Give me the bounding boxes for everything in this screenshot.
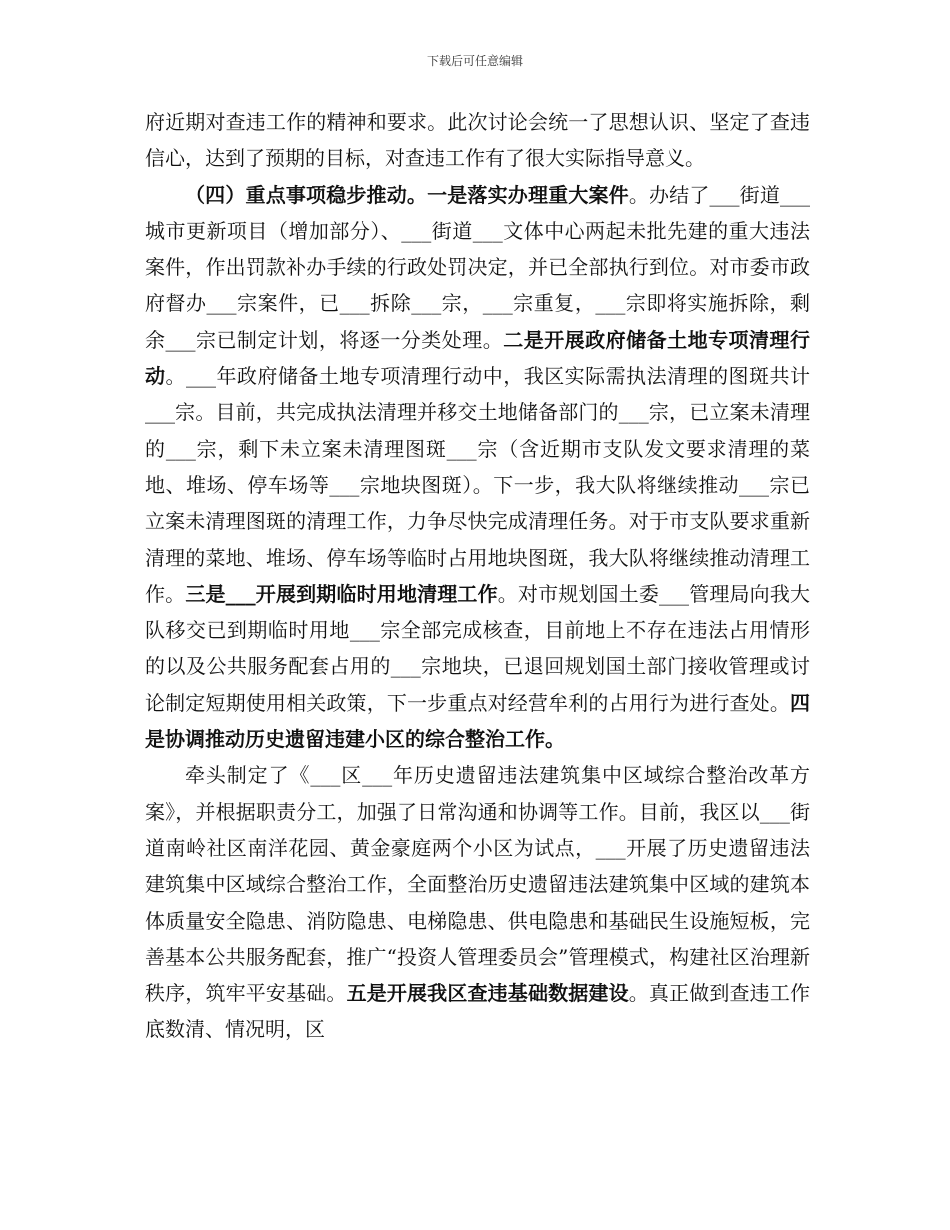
item-body-1: 。办结了___街道___城市更新项目（增加部分）、___街道___文体中心两起未批先建的重大违法案件，作出罚款补办手续的行政处罚决定，并已全部执行到位。对市委市政府督办___宗案件，已___拆除___宗，___宗重复，___宗即将实施拆除，剩余___宗已制定计划，将逐一分类处理。 (145, 182, 811, 352)
item-heading-3: 三是___开展到期临时用地清理工作 (185, 581, 498, 606)
paragraph-1-text: 府近期对查违工作的精神和要求。此次讨论会统一了思想认识、坚定了查违信心，达到了预期的目标，对查违工作有了很大实际指导意义。 (145, 110, 810, 171)
item-heading-5: 五是开展我区查违基础数据建设 (346, 981, 629, 1006)
document-body (145, 104, 810, 1048)
section-heading-4: （四）重点事项稳步推动。 (185, 182, 428, 207)
item-body-5: 。真正做到查违工作底数清、情况明，区 (145, 981, 810, 1042)
paragraph-2 (145, 177, 810, 758)
paragraph-3 (145, 757, 810, 1047)
item-heading-2: 二是开展政府储备土地专项清理行动 (145, 327, 811, 389)
item-body-2: 。___年政府储备土地专项清理行动中，我区实际需执法清理的图斑共计___宗。目前，共完成执法清理并移交土地储备部门的___宗，已立案未清理的___宗，剩下未立案未清理图斑___宗（含近期市支队发文要求清理的菜地、堆场、停车场等___宗地块图斑）。下一步，我大队将继续推动___宗已立案未清理图斑的清理工作，力争尽快完成清理任务。对于市支队要求重新清理的菜地、堆场、停车场等临时占用地块图斑，我大队将继续推动清理工作。 (145, 364, 811, 606)
item-body-4: 牵头制定了《___区___年历史遗留违法建筑集中区域综合整治改革方案》，并根据职责分工，加强了日常沟通和协调等工作。目前，我区以___街道南岭社区南洋花园、黄金豪庭两个小区为试点，___开展了历史遗留违法建筑集中区域综合整治工作，全面整治历史遗留违法建筑集中区域的建筑本体质量安全隐患、消防隐患、电梯隐患、供电隐患和基础民生设施短板，完善基本公共服务配套，推广“投资人管理委员会”管理模式，构建社区治理新秩序，筑牢平安基础。 (145, 763, 810, 1006)
item-heading-4: 四是协调推动历史遗留违建小区的综合整治工作。 (145, 690, 810, 752)
paragraph-1 (145, 104, 810, 177)
page-header-note: 下载后可任意编辑 (426, 54, 523, 68)
item-heading-1: 一是落实办理重大案件 (427, 182, 629, 207)
item-body-3: 。对市规划国土委___管理局向我大队移交已到期临时用地___宗全部完成核查，目前地上不存在违法占用情形的以及公共服务配套占用的___宗地块，已退回规划国土部门接收管理或讨论制定短期使用相关政策，下一步重点对经营牟利的占用行为进行查处。 (145, 581, 811, 715)
